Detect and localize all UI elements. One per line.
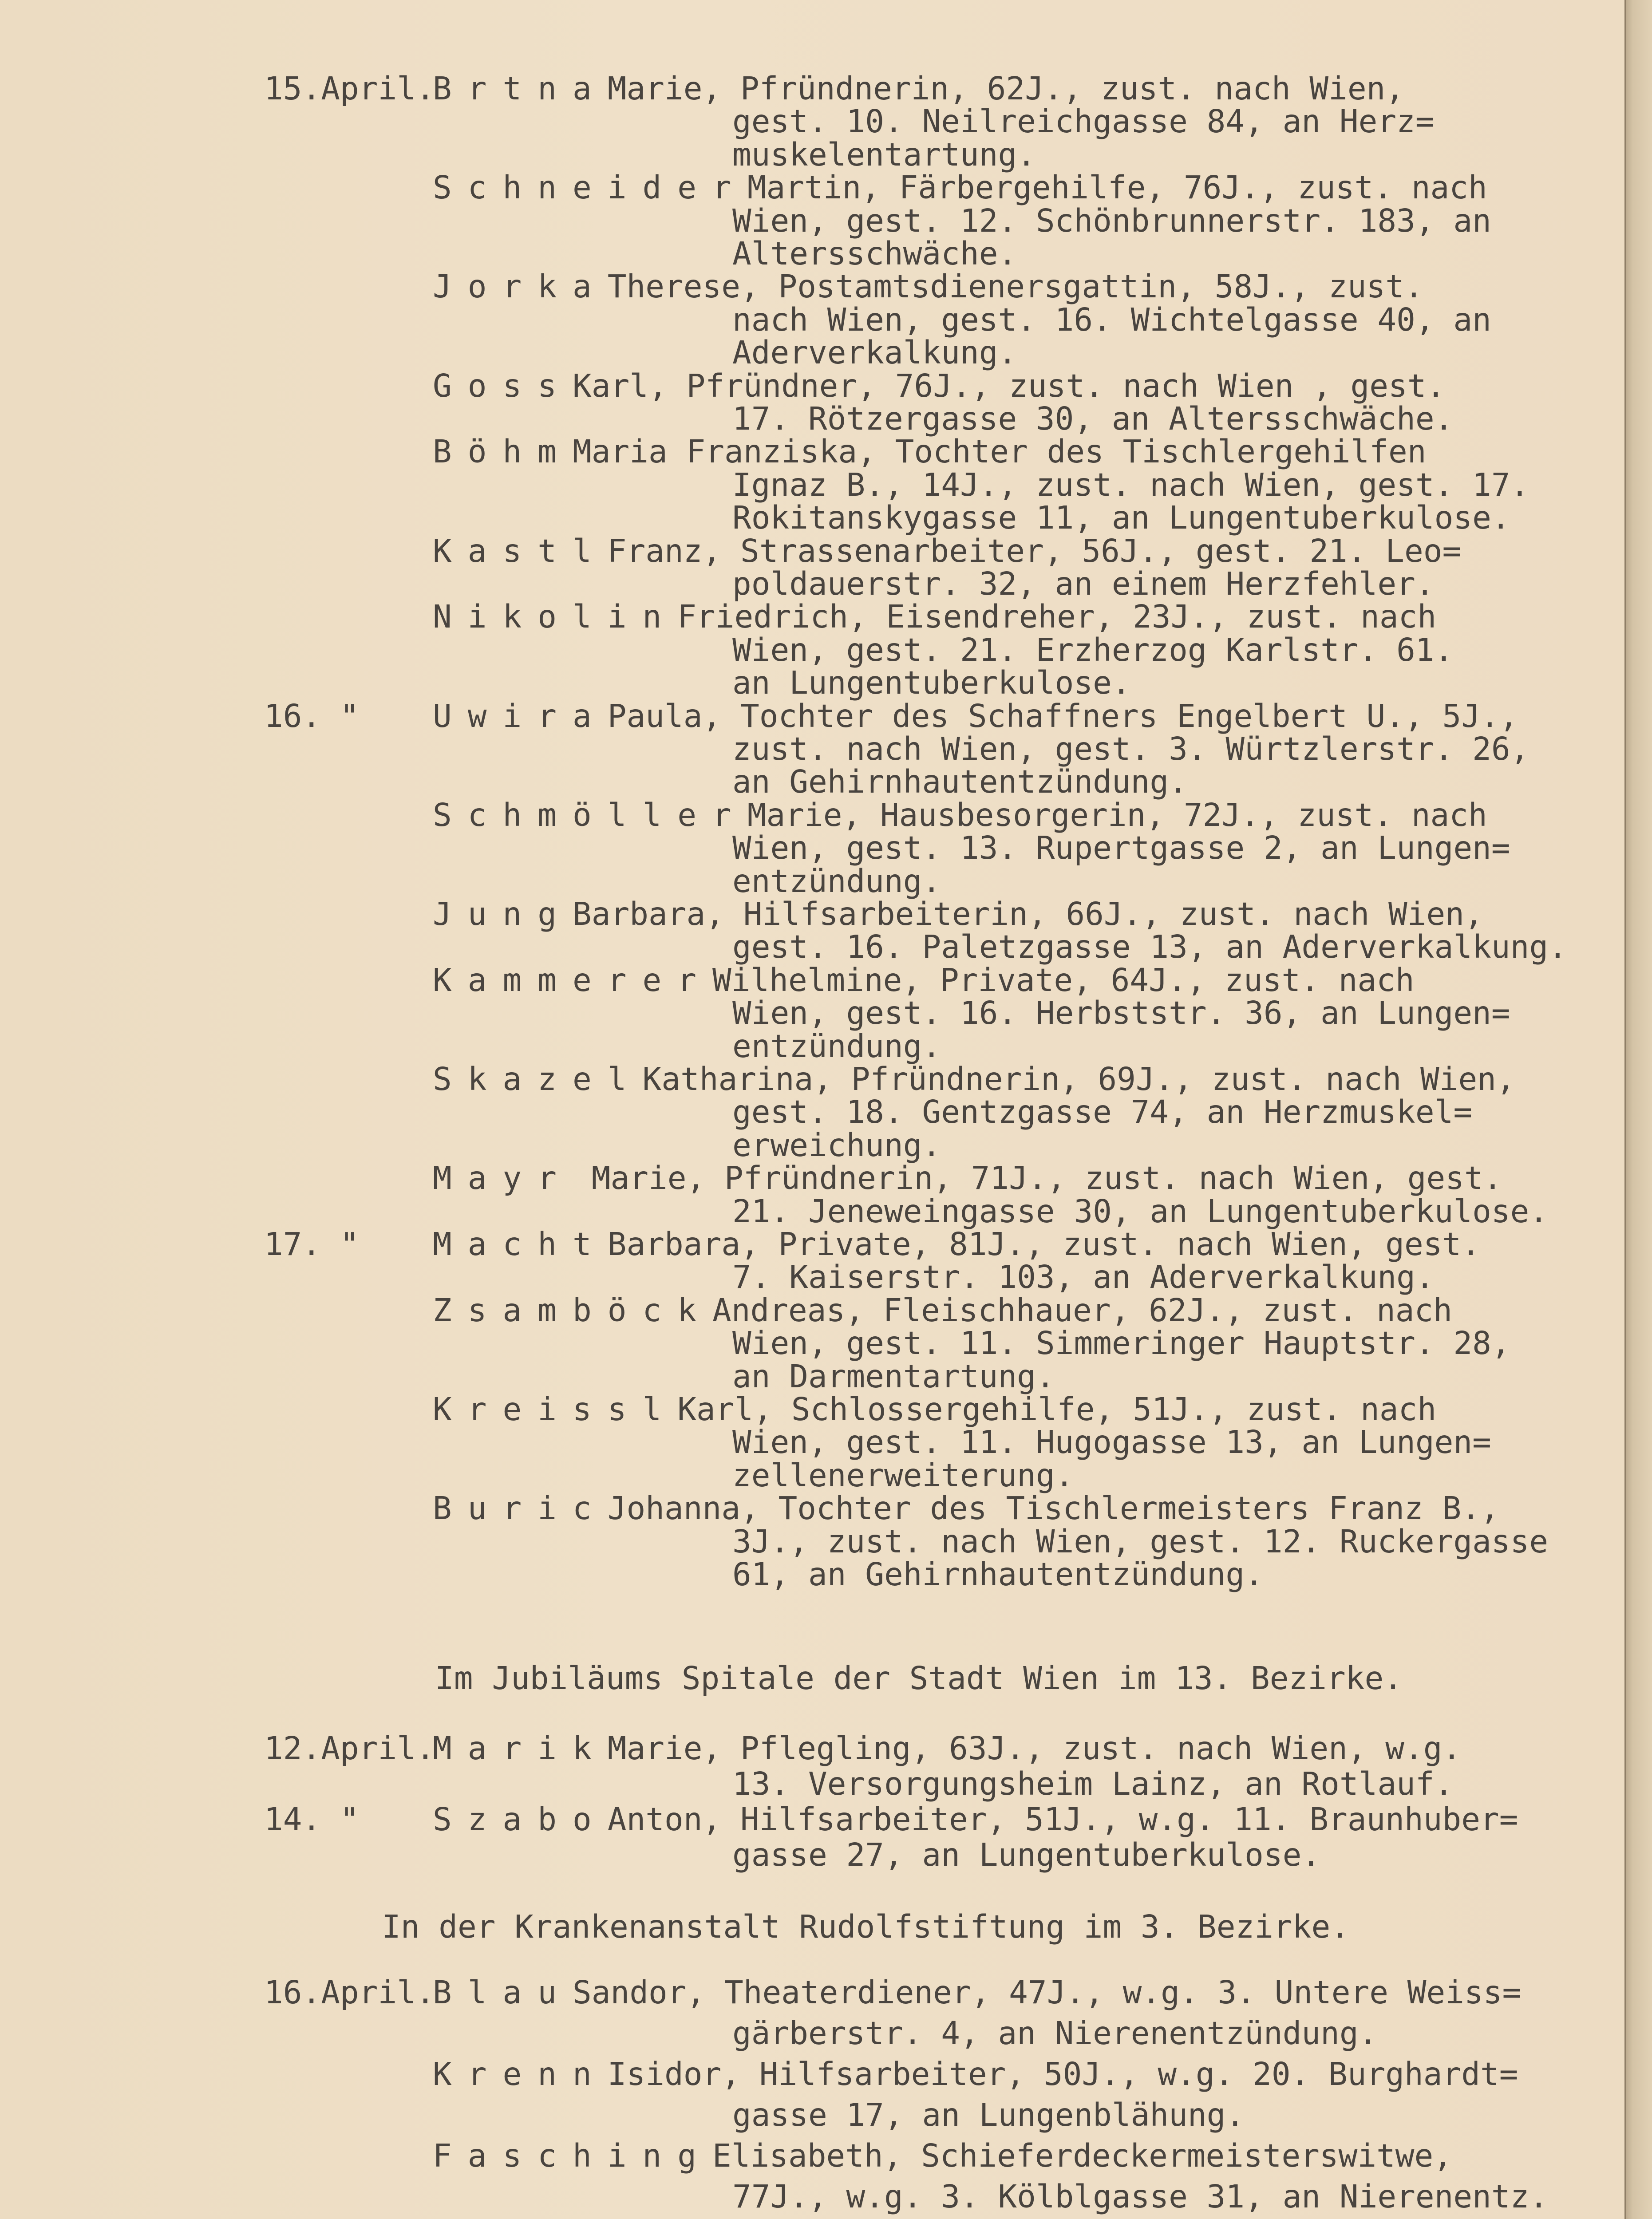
- entry-details: Marie, Pfründnerin, 71J., zust. nach Wien, gest.: [572, 1160, 1502, 1197]
- entry-first-line: [433, 434, 1427, 470]
- entry-continuation-line: Wien, gest. 11. Hugogasse 13, an Lungen=: [732, 1424, 1491, 1461]
- entry-date: 16. ": [264, 697, 359, 734]
- entry-continuation-line: an Gehirnhautentzündung.: [732, 763, 1188, 801]
- entry-first-line: [433, 1062, 1515, 1097]
- entry-surname: Blau: [433, 1974, 573, 2011]
- entry-first-line: [433, 1293, 1452, 1328]
- entry-first-line: [433, 1731, 1461, 1766]
- entry-details: Therese, Postamtsdienersgattin, 58J., zust.: [607, 268, 1423, 305]
- entry-continuation-line: an Lungentuberkulose.: [732, 664, 1131, 702]
- entry-details: Maria Franziska, Tochter des Tischlergehilfen: [572, 433, 1427, 470]
- entry-details: Anton, Hilfsarbeiter, 51J., w.g. 11. Braunhuber=: [607, 1801, 1518, 1838]
- entry-date: 16.April.: [264, 1974, 435, 2011]
- section-heading-jubilaeum: Im Jubiläums Spitale der Stadt Wien im 13. Bezirke.: [435, 1660, 1403, 1697]
- entry-surname: Jorka: [433, 268, 608, 305]
- entry-surname: Jung: [433, 896, 573, 932]
- entry-details: Johanna, Tochter des Tischlermeisters Franz B.,: [607, 1490, 1499, 1527]
- entry-continuation-line: gest. 18. Gentzgasse 74, an Herzmuskel=: [732, 1094, 1473, 1131]
- entry-first-line: [433, 798, 1487, 833]
- entry-surname: Szabo: [433, 1801, 608, 1838]
- entry-details: Isidor, Hilfsarbeiter, 50J., w.g. 20. Burghardt=: [607, 2056, 1518, 2093]
- entry-surname: Krenn: [433, 2056, 608, 2093]
- entry-surname: Kastl: [433, 532, 608, 569]
- entry-details: Barbara, Private, 81J., zust. nach Wien, gest.: [607, 1226, 1481, 1263]
- entry-first-line: [433, 170, 1487, 205]
- entry-first-line: [433, 71, 1404, 107]
- entry-surname: Marik: [433, 1730, 608, 1767]
- entry-continuation-line: gasse 27, an Lungentuberkulose.: [732, 1836, 1321, 1873]
- entry-continuation-line: Wien, gest. 11. Simmeringer Hauptstr. 28,: [732, 1325, 1510, 1362]
- entry-continuation-line: entzündung.: [732, 1027, 941, 1065]
- entry-details: Paula, Tochter des Schaffners Engelbert U., 5J.,: [607, 697, 1518, 734]
- entry-continuation-line: Aderverkalkung.: [732, 334, 1017, 371]
- entry-details: Marie, Hausbesorgerin, 72J., zust. nach: [747, 796, 1487, 833]
- entry-surname: Goss: [433, 367, 573, 404]
- entry-date: 14. ": [264, 1801, 359, 1838]
- entry-date: 15.April.: [264, 70, 435, 107]
- entry-continuation-line: Rokitanskygasse 11, an Lungentuberkulose.: [732, 499, 1510, 537]
- entry-continuation-line: Wien, gest. 13. Rupertgasse 2, an Lungen=: [732, 829, 1510, 867]
- entry-surname: Zsamböck: [433, 1291, 712, 1329]
- entry-date: 12.April.: [264, 1730, 435, 1767]
- entry-surname: Böhm: [433, 433, 573, 470]
- entry-details: Elisabeth, Schieferdeckermeisterswitwe,: [712, 2137, 1453, 2174]
- entry-details: Marie, Pfründnerin, 62J., zust. nach Wien,: [607, 70, 1405, 107]
- entry-first-line: [433, 1491, 1499, 1526]
- entry-continuation-line: entzündung.: [732, 862, 941, 900]
- entry-first-line: [433, 896, 1483, 932]
- entry-surname: Fasching: [433, 2137, 712, 2174]
- entry-first-line: [433, 533, 1461, 569]
- entry-first-line: [433, 1392, 1436, 1427]
- entry-first-line: [433, 2138, 1452, 2174]
- entry-continuation-line: muskelentartung.: [732, 136, 1036, 173]
- entry-continuation-line: gest. 16. Paletzgasse 13, an Aderverkalkung.: [732, 928, 1567, 966]
- entry-details: Marie, Pflegling, 63J., zust. nach Wien, w.g.: [607, 1730, 1462, 1767]
- entry-continuation-line: 77J., w.g. 3. Kölblgasse 31, an Nierenentz.: [732, 2178, 1549, 2215]
- entry-details: Karl, Schlossergehilfe, 51J., zust. nach: [677, 1391, 1437, 1428]
- entry-details: Katharina, Pfründnerin, 69J., zust. nach Wien,: [642, 1061, 1515, 1098]
- entry-continuation-line: poldauerstr. 32, an einem Herzfehler.: [732, 565, 1435, 602]
- entry-details: Karl, Pfründner, 76J., zust. nach Wien , gest.: [572, 367, 1446, 404]
- entry-surname: Schneider: [433, 169, 747, 206]
- entry-first-line: [433, 368, 1445, 404]
- entry-details: Barbara, Hilfsarbeiterin, 66J., zust. nach Wien,: [572, 896, 1483, 932]
- entry-details: Martin, Färbergehilfe, 76J., zust. nach: [747, 169, 1487, 206]
- entry-continuation-line: zellenerweiterung.: [732, 1457, 1074, 1494]
- entry-continuation-line: Altersschwäche.: [732, 235, 1017, 272]
- entry-first-line: [433, 1161, 1502, 1196]
- entry-continuation-line: Ignaz B., 14J., zust. nach Wien, gest. 17.: [732, 466, 1529, 503]
- entry-continuation-line: 21. Jeneweingasse 30, an Lungentuberkulose.: [732, 1192, 1549, 1230]
- entry-surname: Schmöller: [433, 796, 747, 833]
- entry-continuation-line: Wien, gest. 12. Schönbrunnerstr. 183, an: [732, 202, 1491, 239]
- entry-first-line: [433, 2057, 1518, 2092]
- entry-first-line: [433, 269, 1423, 304]
- entry-continuation-line: erweichung.: [732, 1126, 941, 1164]
- entry-surname: Kammerer: [433, 961, 712, 999]
- entry-first-line: [433, 1975, 1521, 2010]
- entry-continuation-line: 13. Versorgungsheim Lainz, an Rotlauf.: [732, 1765, 1454, 1802]
- entry-details: Andreas, Fleischhauer, 62J., zust. nach: [712, 1291, 1453, 1329]
- page-fold-line: [1624, 0, 1626, 2219]
- entry-details: Franz, Strassenarbeiter, 56J., gest. 21. Leo=: [607, 532, 1462, 569]
- entry-surname: Macht: [433, 1226, 608, 1263]
- entry-surname: Kreissl: [433, 1391, 678, 1428]
- entry-continuation-line: 17. Rötzergasse 30, an Altersschwäche.: [732, 400, 1454, 437]
- entry-first-line: [433, 1227, 1480, 1262]
- entry-date: 17. ": [264, 1226, 359, 1263]
- entry-continuation-line: 7. Kaiserstr. 103, an Aderverkalkung.: [732, 1259, 1435, 1296]
- entry-first-line: [433, 1802, 1518, 1837]
- entry-surname: Mayr: [433, 1160, 573, 1197]
- entry-first-line: [433, 963, 1415, 998]
- entry-continuation-line: an Darmentartung.: [732, 1358, 1055, 1395]
- entry-continuation-line: gest. 10. Neilreichgasse 84, an Herz=: [732, 103, 1435, 140]
- entry-first-line: [433, 699, 1518, 734]
- entry-continuation-line: nach Wien, gest. 16. Wichtelgasse 40, an: [732, 301, 1491, 338]
- entry-surname: Buric: [433, 1490, 608, 1527]
- entry-surname: Nikolin: [433, 598, 678, 636]
- entry-details: Sandor, Theaterdiener, 47J., w.g. 3. Untere Weiss=: [572, 1974, 1522, 2011]
- entry-surname: Brtna: [433, 70, 608, 107]
- entry-continuation-line: 3J., zust. nach Wien, gest. 12. Ruckergasse: [732, 1523, 1549, 1560]
- entry-continuation-line: gärberstr. 4, an Nierenentzündung.: [732, 2015, 1378, 2052]
- entry-continuation-line: gasse 17, an Lungenblähung.: [732, 2097, 1245, 2133]
- entry-surname: Skazel: [433, 1061, 643, 1098]
- entry-details: Friedrich, Eisendreher, 23J., zust. nach: [677, 598, 1437, 636]
- entry-continuation-line: zust. nach Wien, gest. 3. Würtzlerstr. 26,: [732, 730, 1529, 767]
- entry-details: Wilhelmine, Private, 64J., zust. nach: [712, 961, 1415, 999]
- page-edge-strip: [1624, 0, 1652, 2219]
- entry-continuation-line: 61, an Gehirnhautentzündung.: [732, 1556, 1264, 1593]
- entry-continuation-line: Wien, gest. 16. Herbststr. 36, an Lungen=: [732, 995, 1510, 1032]
- section-heading-rudolfstiftung: In der Krankenanstalt Rudolfstiftung im 3. Bezirke.: [382, 1908, 1350, 1945]
- entry-continuation-line: Wien, gest. 21. Erzherzog Karlstr. 61.: [732, 631, 1454, 668]
- entry-first-line: [433, 599, 1436, 635]
- entry-surname: Uwira: [433, 697, 608, 734]
